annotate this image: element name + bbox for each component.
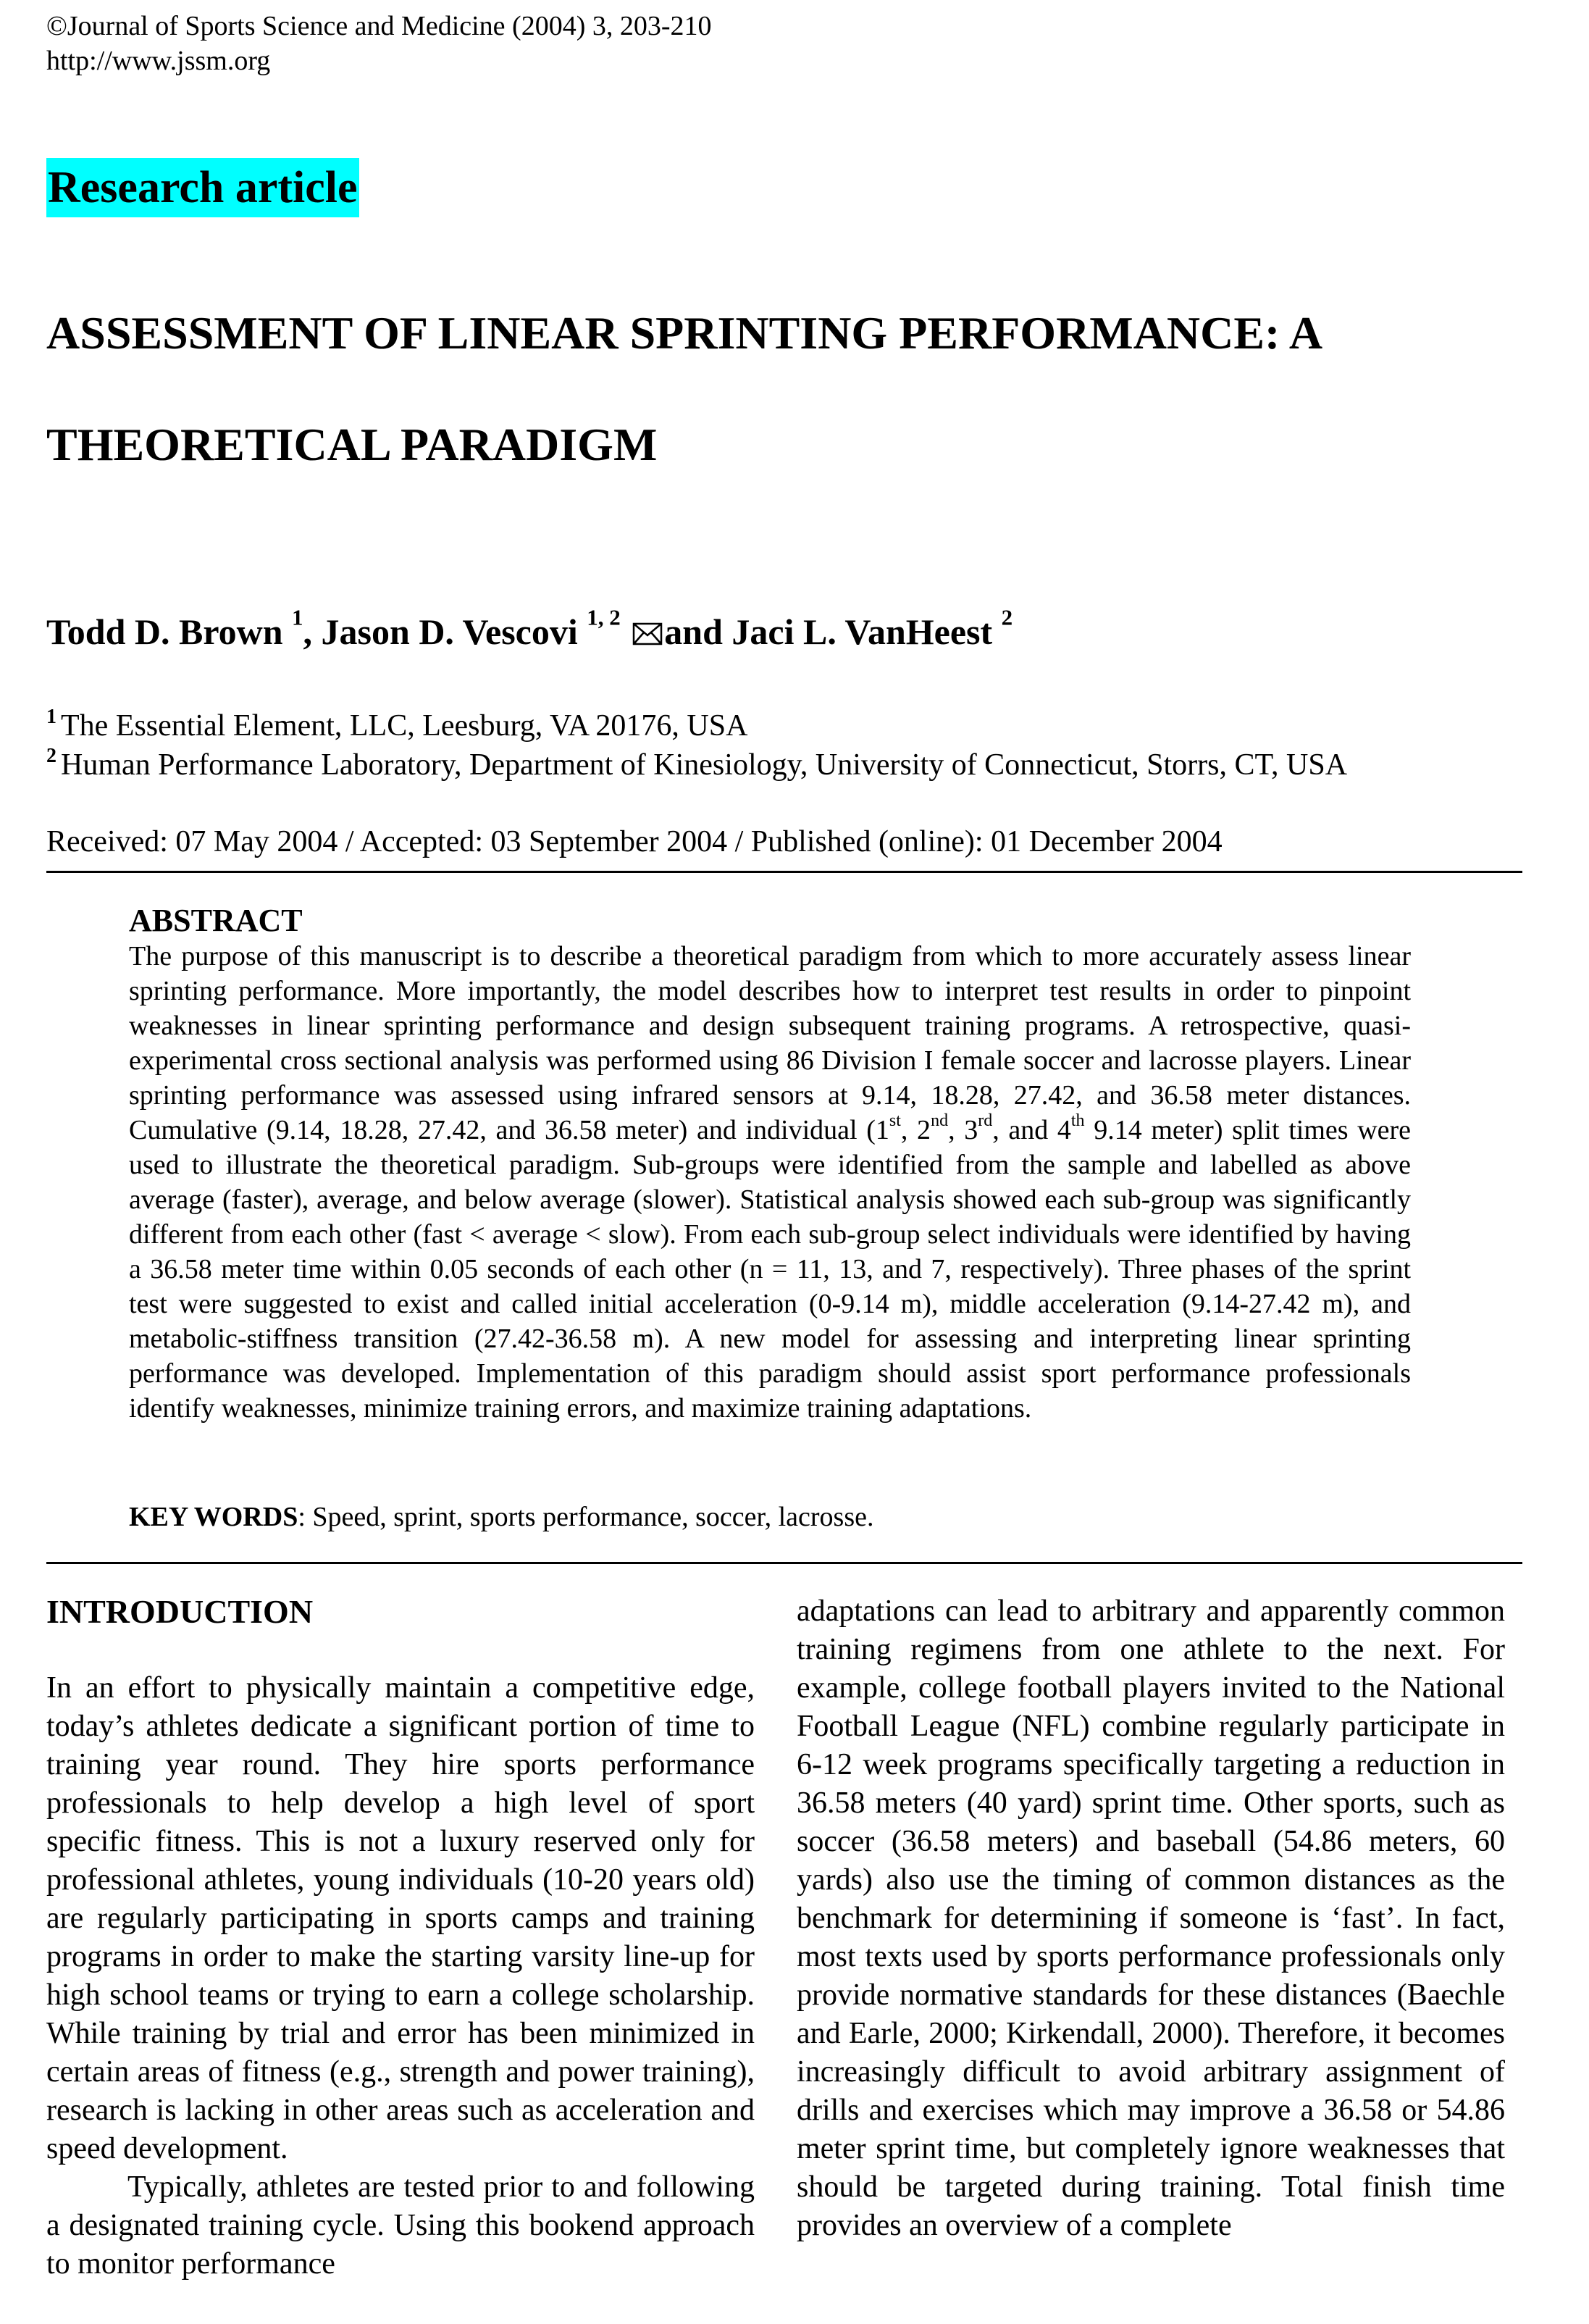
author-1-affiliation-marker: 1 [292, 604, 303, 630]
affiliation-2-text: Human Performance Laboratory, Department of Kinesiology, University of Connecticut, Storrs, CT, USA [61, 748, 1348, 782]
author-list: Todd D. Brown $^1$, Jason D. Vescovi $^{1, 2}$ and Jaci L. VanHeest $^2$ [46, 604, 1013, 652]
author-2-affiliation-marker: 1, 2 [587, 604, 621, 630]
author-3-affiliation-marker: 2 [1001, 604, 1013, 630]
keywords-text: : Speed, sprint, sports performance, soccer, lacrosse. [298, 1502, 874, 1532]
divider-bottom [46, 1562, 1522, 1564]
abstract-text-part-2: 9.14 meter) split times were used to illustrate the theoretical paradigm. Sub-groups were identified from the sample and labelled as above average (faster), average, and below average (slower). Statistical analysis showed each sub-group was significantly different from each other (fast < average < slow). From each sub-group select individuals were identified by having a 36.58 meter time within 0.05 seconds of each other (n = 11, 13, and 7, respectively). Three phases of the sprint test were suggested to exist and called initial acceleration (0-9.14 m), middle acceleration (9.14-27.42 m), and metabolic-stiffness transition (27.42-36.58 m). A new model for assessing and interpreting linear sprinting performance was developed. Implementation of this paradigm should assist sport performance professionals identify weaknesses, minimize training errors, and maximize training adaptations. [129, 1115, 1412, 1424]
author-3-name: and Jaci L. VanHeest [664, 611, 993, 652]
abstract-text-connector: , 3 [948, 1115, 978, 1145]
intro-paragraph-1: In an effort to physically maintain a competitive edge, today’s athletes dedicate a significant portion of time to training year round. They hire sports performance professionals to help develop a high level of sport specific fitness. This is not a luxury reserved only for professional athletes, young individuals (10-20 years old) are regularly participating in sports camps and training programs in order to make the starting varsity line-up for high school teams or trying to earn a college scholarship. While training by trial and error has been minimized in certain areas of fitness (e.g., strength and power training), research is lacking in other areas such as acceleration and speed development. [46, 1671, 755, 2165]
abstract-text [129, 939, 1411, 1426]
ordinal-suffix: rd [978, 1111, 993, 1130]
affiliation-1-number: 1 [46, 706, 56, 729]
abstract-heading: ABSTRACT [129, 903, 303, 938]
author-1-name: Todd D. Brown [46, 611, 283, 652]
author-2-name: Jason D. Vescovi [321, 611, 578, 652]
affiliation-2 [46, 746, 1347, 784]
divider-top [46, 871, 1522, 873]
journal-citation: ©Journal of Sports Science and Medicine (2004) 3, 203-210 [46, 11, 712, 41]
affiliation-1-text: The Essential Element, LLC, Leesburg, VA 20176, USA [61, 709, 748, 743]
keywords [129, 1500, 874, 1534]
intro-paragraph-2: Typically, athletes are tested prior to and following a designated training cycle. Using this bookend approach to monitor performance [46, 2170, 755, 2281]
title-line-1: ASSESSMENT OF LINEAR SPRINTING PERFORMANCE: A [46, 307, 1323, 359]
affiliation-1 [46, 707, 747, 745]
title-line-2: THEORETICAL PARADIGM [46, 419, 658, 470]
abstract-text-part-1: The purpose of this manuscript is to describe a theoretical paradigm from which to more accurately assess linear sprinting performance. More importantly, the model describes how to interpret test results in order to pinpoint weaknesses in linear sprinting performance and design subsequent training programs. A retrospective, quasi-experimental cross sectional analysis was performed using 86 Division I female soccer and lacrosse players. Linear sprinting performance was assessed using infrared sensors at 9.14, 18.28, 27.42, and 36.58 meter distances. Cumulative (9.14, 18.28, 27.42, and 36.58 meter) and individual (1 [129, 941, 1411, 1145]
publication-dates: Received: 07 May 2004 / Accepted: 03 September 2004 / Published (online): 01 December 2004 [46, 825, 1223, 858]
ordinal-suffix: st [889, 1111, 901, 1130]
abstract-text-connector: , and 4 [992, 1115, 1071, 1145]
keywords-label: KEY WORDS [129, 1502, 298, 1532]
ordinal-suffix: nd [931, 1111, 949, 1130]
journal-url[interactable]: http://www.jssm.org [46, 46, 271, 76]
ordinal-suffix: th [1070, 1111, 1085, 1130]
abstract-section [129, 903, 1411, 1426]
body-column-left [46, 1592, 755, 2283]
envelope-icon[interactable] [632, 622, 663, 645]
body-column-right [797, 1592, 1505, 2245]
affiliation-2-number: 2 [46, 745, 56, 768]
abstract-text-connector: , 2 [900, 1115, 931, 1145]
article-type-label: Research article [46, 158, 359, 217]
introduction-heading: INTRODUCTION [46, 1593, 314, 1630]
intro-paragraph-3: adaptations can lead to arbitrary and apparently common training regimens from one athlete to the next. For example, college football players invited to the National Football League (NFL) combine regularly participate in 6-12 week programs specifically targeting a reduction in 36.58 meters (40 yard) sprint time. Other sports, such as soccer (36.58 meters) and baseball (54.86 meters, 60 yards) also use the timing of common distances as the benchmark for determining if someone is ‘fast’. In fact, most texts used by sports performance professionals only provide normative standards for these distances (Baechle and Earle, 2000; Kirkendall, 2000). Therefore, it becomes increasingly difficult to avoid arbitrary assignment of drills and exercises which may improve a 36.58 or 54.86 meter sprint time, but completely ignore weaknesses that should be targeted during training. Total finish time provides an overview of a complete [797, 1594, 1505, 2242]
